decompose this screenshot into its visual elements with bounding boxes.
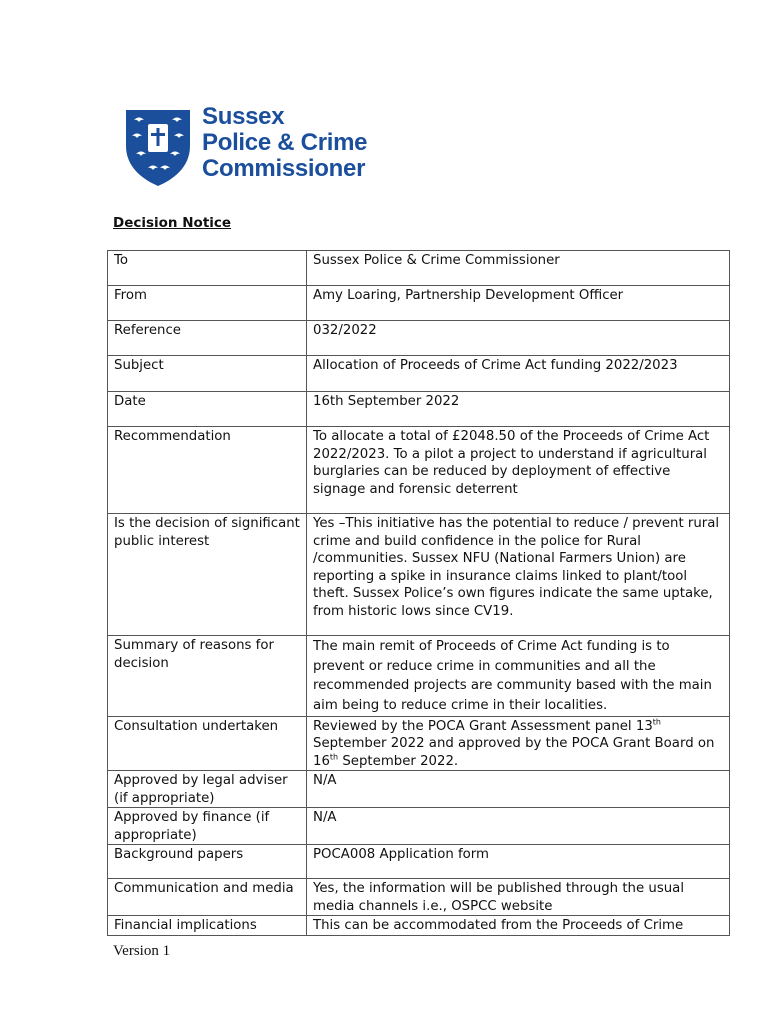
logo-line-commissioner: Commissioner	[202, 155, 366, 182]
row-label: Date	[108, 392, 307, 427]
table-row-from	[108, 286, 730, 321]
row-label: Subject	[108, 356, 307, 392]
table-row-recommendation	[108, 427, 730, 514]
logo-line-police-crime: Police & Crime	[202, 129, 368, 156]
row-label: Approved by legal adviser (if appropriate)	[108, 771, 307, 808]
row-value: POCA008 Application form	[307, 845, 730, 879]
row-value: This can be accommodated from the Proceeds of Crime	[307, 916, 730, 936]
row-label: Consultation undertaken	[108, 716, 307, 771]
logo-wordmark	[202, 104, 367, 182]
row-label: Summary of reasons for decision	[108, 636, 307, 717]
table-row-communication	[108, 879, 730, 916]
row-label: Approved by finance (if appropriate)	[108, 808, 307, 845]
row-value: Allocation of Proceeds of Crime Act funding 2022/2023	[307, 356, 730, 392]
sussex-pcc-logo	[122, 103, 368, 188]
table-row-financial	[108, 916, 730, 936]
row-value: N/A	[307, 808, 730, 845]
decision-table	[107, 250, 730, 936]
row-label: To	[108, 251, 307, 286]
version-footer: Version 1	[113, 943, 171, 959]
row-label: Recommendation	[108, 427, 307, 514]
row-value: The main remit of Proceeds of Crime Act funding is to prevent or reduce crime in communities and all the recommended projects are community based with the main aim being to reduce crime in their localities.	[307, 636, 730, 717]
row-label: Communication and media	[108, 879, 307, 916]
row-value: Yes –This initiative has the potential to reduce / prevent rural crime and build confidence in the police for Rural /communities. Sussex NFU (National Farmers Union) are reporting a spike in insurance claims linked to plant/tool theft. Sussex Police’s own figures indicate the same uptake, from historic lows since CV19.	[307, 514, 730, 636]
page-title: Decision Notice	[113, 215, 232, 231]
table-row-background	[108, 845, 730, 879]
consultation-text-a: Reviewed by the POCA Grant Assessment panel 13	[313, 718, 653, 734]
table-row-consultation	[108, 716, 730, 771]
table-row-legal	[108, 771, 730, 808]
row-value: 16th September 2022	[307, 392, 730, 427]
logo-line-sussex: Sussex	[202, 103, 285, 130]
row-value: To allocate a total of £2048.50 of the Proceeds of Crime Act 2022/2023. To a pilot a project to understand if agricultural burglaries can be reduced by deployment of effective signage and forensic deterrent	[307, 427, 730, 514]
table-row-reference	[108, 321, 730, 356]
shield-crest-icon	[122, 106, 194, 188]
table-row-summary	[108, 636, 730, 717]
row-value: 032/2022	[307, 321, 730, 356]
row-label: Is the decision of significant public interest	[108, 514, 307, 636]
table-row-finance	[108, 808, 730, 845]
row-value: Sussex Police & Crime Commissioner	[307, 251, 730, 286]
consultation-text-b: September 2022 and approved by the POCA Grant Board on 16	[313, 736, 715, 769]
row-value: N/A	[307, 771, 730, 808]
ordinal-suffix: th	[329, 752, 339, 762]
row-label: Financial implications	[108, 916, 307, 936]
row-label: Background papers	[108, 845, 307, 879]
table-row-date	[108, 392, 730, 427]
row-value: Amy Loaring, Partnership Development Officer	[307, 286, 730, 321]
table-row-subject	[108, 356, 730, 392]
table-row-to	[108, 251, 730, 286]
row-label: From	[108, 286, 307, 321]
row-label: Reference	[108, 321, 307, 356]
ordinal-suffix: th	[652, 717, 661, 727]
consultation-text-c: September 2022.	[338, 753, 459, 769]
row-value	[307, 716, 730, 771]
table-row-public-interest	[108, 514, 730, 636]
row-value: Yes, the information will be published through the usual media channels i.e., OSPCC website	[307, 879, 730, 916]
